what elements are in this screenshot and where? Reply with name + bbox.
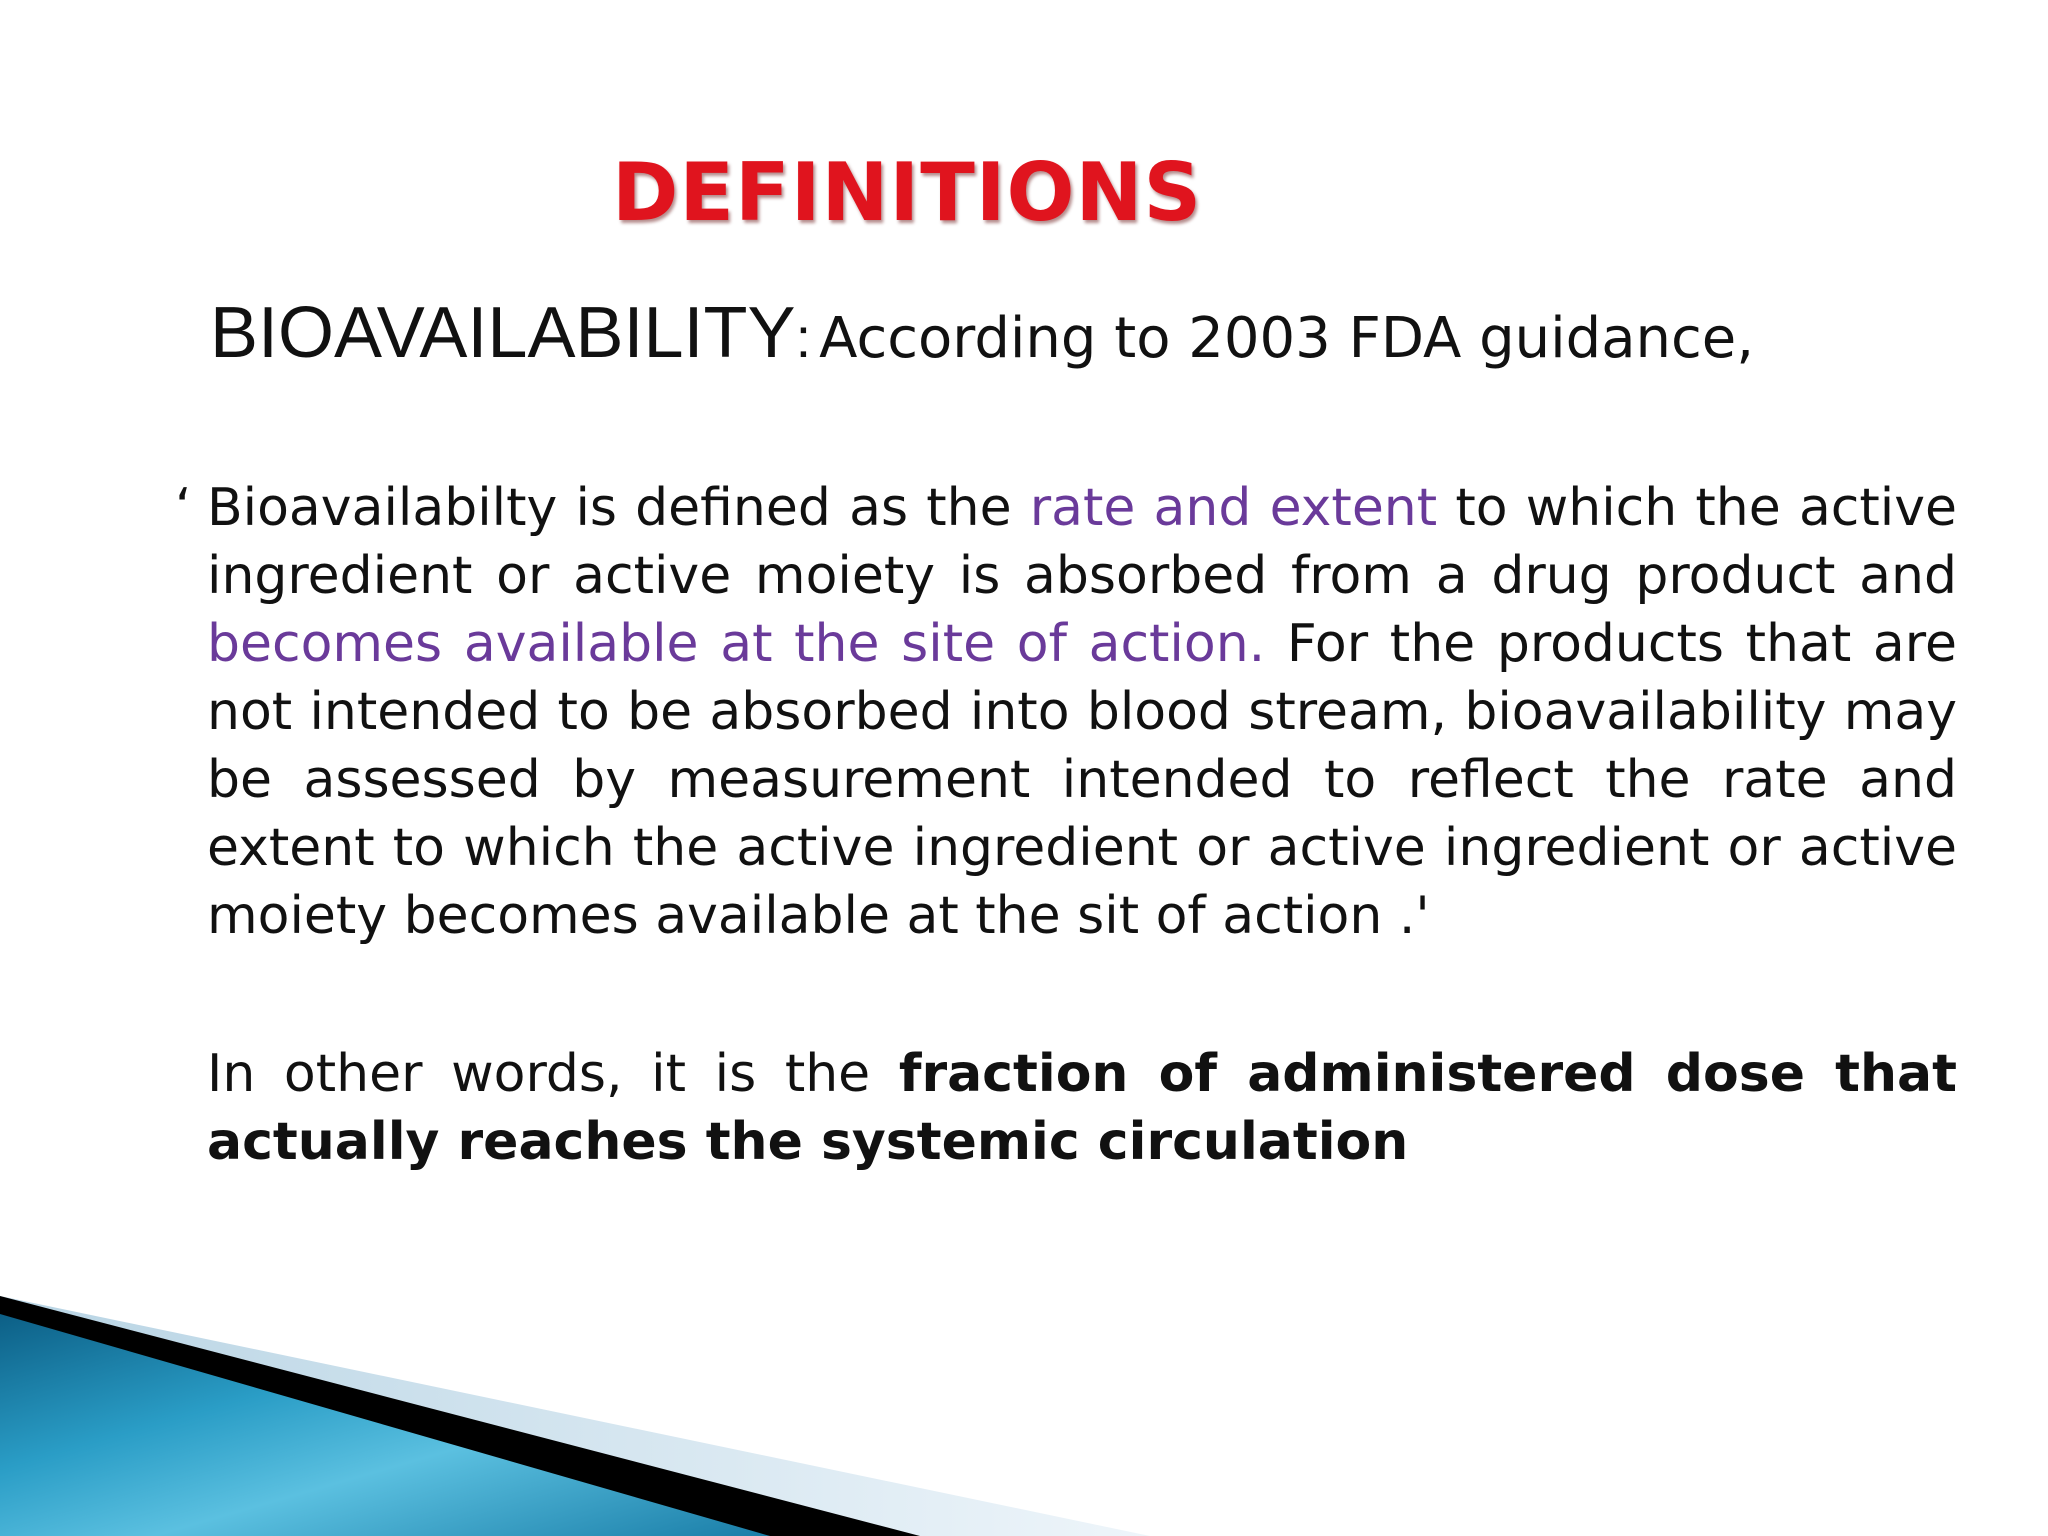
definition-colon: : — [795, 306, 812, 369]
fda-definition-quote — [175, 474, 1957, 950]
quote-text-3: For the products that are not intended to be absorbed into blood stream, bioavailability may be assessed by measurement intended to reflect the rate and extent to which the active ingredient or active ingredient or active moiety becomes available at the sit of action .' — [207, 614, 1957, 946]
definition-heading — [210, 292, 1754, 374]
definition-term: BIOAVAILABILITY — [210, 293, 796, 373]
definition-source: According to 2003 FDA guidance, — [819, 306, 1755, 371]
summary-lead: In other words, it is the — [207, 1044, 871, 1104]
quote-highlight-site-of-action: becomes available at the site of action. — [207, 614, 1266, 674]
quote-text-1: Bioavailabilty is defined as the — [207, 478, 1012, 538]
slide-title: DEFINITIONS — [612, 146, 1203, 239]
summary-paragraph — [207, 1040, 1957, 1176]
open-quote-mark: ‘ — [175, 478, 192, 538]
corner-decoration — [0, 1296, 1150, 1536]
quote-text-2: to which the active ingredient or active moiety is absorbed from a drug product and — [207, 478, 1957, 606]
summary-emphasis: fraction of administered dose that actually reaches the systemic circulation — [207, 1044, 1958, 1172]
quote-highlight-rate-extent: rate and extent — [1029, 478, 1438, 538]
